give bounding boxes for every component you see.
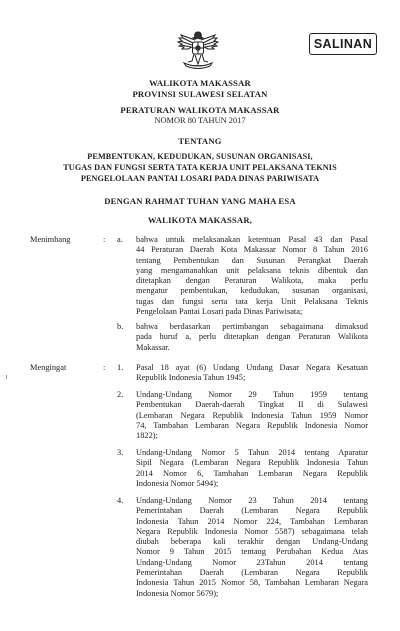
text-line: 2014 Nomor 6, Tambahan Lembaran Negara Republik [136, 468, 368, 478]
text-line: diubah beberapa kali terakhir dengan Undang-Undang [136, 537, 368, 547]
text-line: Indonesia Tahun 2014 Nomor 224, Tambahan Lembaran [136, 516, 368, 526]
text-line: pada huruf a, perlu ditetapkan dengan Peraturan Walikota [136, 332, 368, 342]
text-line: Indonesia Tahun 2015 Nomor 58, Tambahan Lembaran Negara [136, 578, 368, 588]
text-line: bahwa untuk melaksanakan ketentuan Pasal 43 dan Pasal [136, 235, 368, 244]
text-line: mengatur pembentukan, kedudukan, susunan organisasi, [136, 286, 368, 296]
text-line: Pasal 18 ayat (6) Undang Undang Dasar Negara Kesatuan [136, 363, 368, 372]
menimbang-item-b [136, 322, 368, 353]
text-line: Undang-Undang Nomor 5 Tahun 2014 tentang Aparatur [136, 448, 368, 457]
menimbang-colon: : [103, 235, 106, 244]
text-line: Pembentukan Daerah-daerah Tingkat II di Sulawesi [136, 400, 368, 410]
text-line: 74, Tambahan Lembaran Negara Republik Indonesia Nomor [136, 420, 368, 430]
text-line: tentang Pembentukan dan Susunan Perangkat Daerah [136, 255, 368, 265]
text-line: Pemerintahan Daerah (Lembaran Negara Republik [136, 568, 368, 578]
menimbang-item-a [136, 235, 368, 317]
mengingat-marker-3: 3. [117, 448, 124, 457]
text-line: yang mengamanahkan unit pelaksana teknis dibentuk dan [136, 265, 368, 275]
text-line: Indonesia Nomor 5679); [136, 588, 219, 598]
mengingat-item-4 [136, 496, 368, 599]
mengingat-colon: : [103, 363, 106, 372]
about-heading: TENTANG [178, 136, 222, 146]
text-line: 1822); [136, 431, 158, 441]
menimbang-marker-a: a. [117, 235, 123, 244]
mengingat-marker-1: 1. [117, 363, 124, 372]
menimbang-label: Menimbang [30, 235, 71, 244]
text-line: Negara Republik Indonesia Nomor 5587) sebagaimana telah [136, 526, 368, 536]
mengingat-label: Mengingat [30, 363, 67, 372]
header-line-2: PROVINSI SULAWESI SELATAN [132, 89, 268, 99]
regulation-number: NOMOR 80 TAHUN 2017 [154, 116, 246, 125]
regulation-title: PERATURAN WALIKOTA MAKASSAR [120, 105, 280, 115]
garuda-emblem-icon [174, 26, 222, 72]
text-line: Indonesia Nomor 5494); [136, 478, 219, 488]
text-line: Undang-Undang Nomor 23Tahun 2014 tentang [136, 557, 368, 567]
margin-mark [6, 375, 7, 379]
grace-line: DENGAN RAHMAT TUHAN YANG MAHA ESA [104, 196, 296, 206]
text-line: Republik Indonesia Tahun 1945; [136, 373, 246, 383]
subject-line-3: PENGELOLAAN PANTAI LOSARI PADA DINAS PARIWISATA [80, 174, 320, 183]
text-line: (Lembaran Negara Republik Indonesia Tahun 1959 Nomor [136, 410, 368, 420]
mayor-line: WALIKOTA MAKASSAR, [147, 215, 253, 225]
text-line: ditetapkan dengan Peraturan Walikota, maka perlu [136, 276, 368, 286]
subject-line-2: TUGAS DAN FUNGSI SERTA TATA KERJA UNIT PELAKSANA TEKNIS [63, 163, 337, 172]
text-line: Undang-Undang Nomor 29 Tahun 1959 tentang [136, 390, 368, 399]
text-line: Pemerintahan Daerah (Lembaran Negara Republik [136, 506, 368, 516]
text-line: 44 Peraturan Daerah Kota Makassar Nomor 8 Tahun 2016 [136, 245, 368, 255]
text-line: bahwa berdasarkan pertimbangan sebagaimana dimaksud [136, 322, 368, 331]
salinan-stamp: SALINAN [309, 33, 377, 55]
mengingat-marker-2: 2. [117, 390, 124, 399]
menimbang-marker-b: b. [117, 322, 124, 331]
text-line: Nomor 9 Tahun 2015 tentang Perubahan Kedua Atas [136, 547, 368, 557]
text-line: Pengelolaan Pantai Losari pada Dinas Pariwisata; [136, 307, 303, 317]
mengingat-item-1 [136, 363, 368, 384]
text-line: Makassar. [136, 342, 170, 352]
mengingat-item-2 [136, 390, 368, 441]
mengingat-marker-4: 4. [117, 496, 124, 505]
subject-line-1: PEMBENTUKAN, KEDUDUKAN, SUSUNAN ORGANISASI, [87, 152, 313, 161]
text-line: Sipil Negara (Lembaran Negara Republik Indonesia Tahun [136, 458, 368, 468]
text-line: tugas dan fungsi serta tata kerja Unit Pelaksana Teknis [136, 296, 368, 306]
text-line: Undang-Undang Nomor 23 Tahun 2014 tentang [136, 496, 368, 505]
mengingat-item-3 [136, 448, 368, 489]
header-line-1: WALIKOTA MAKASSAR [149, 78, 251, 88]
